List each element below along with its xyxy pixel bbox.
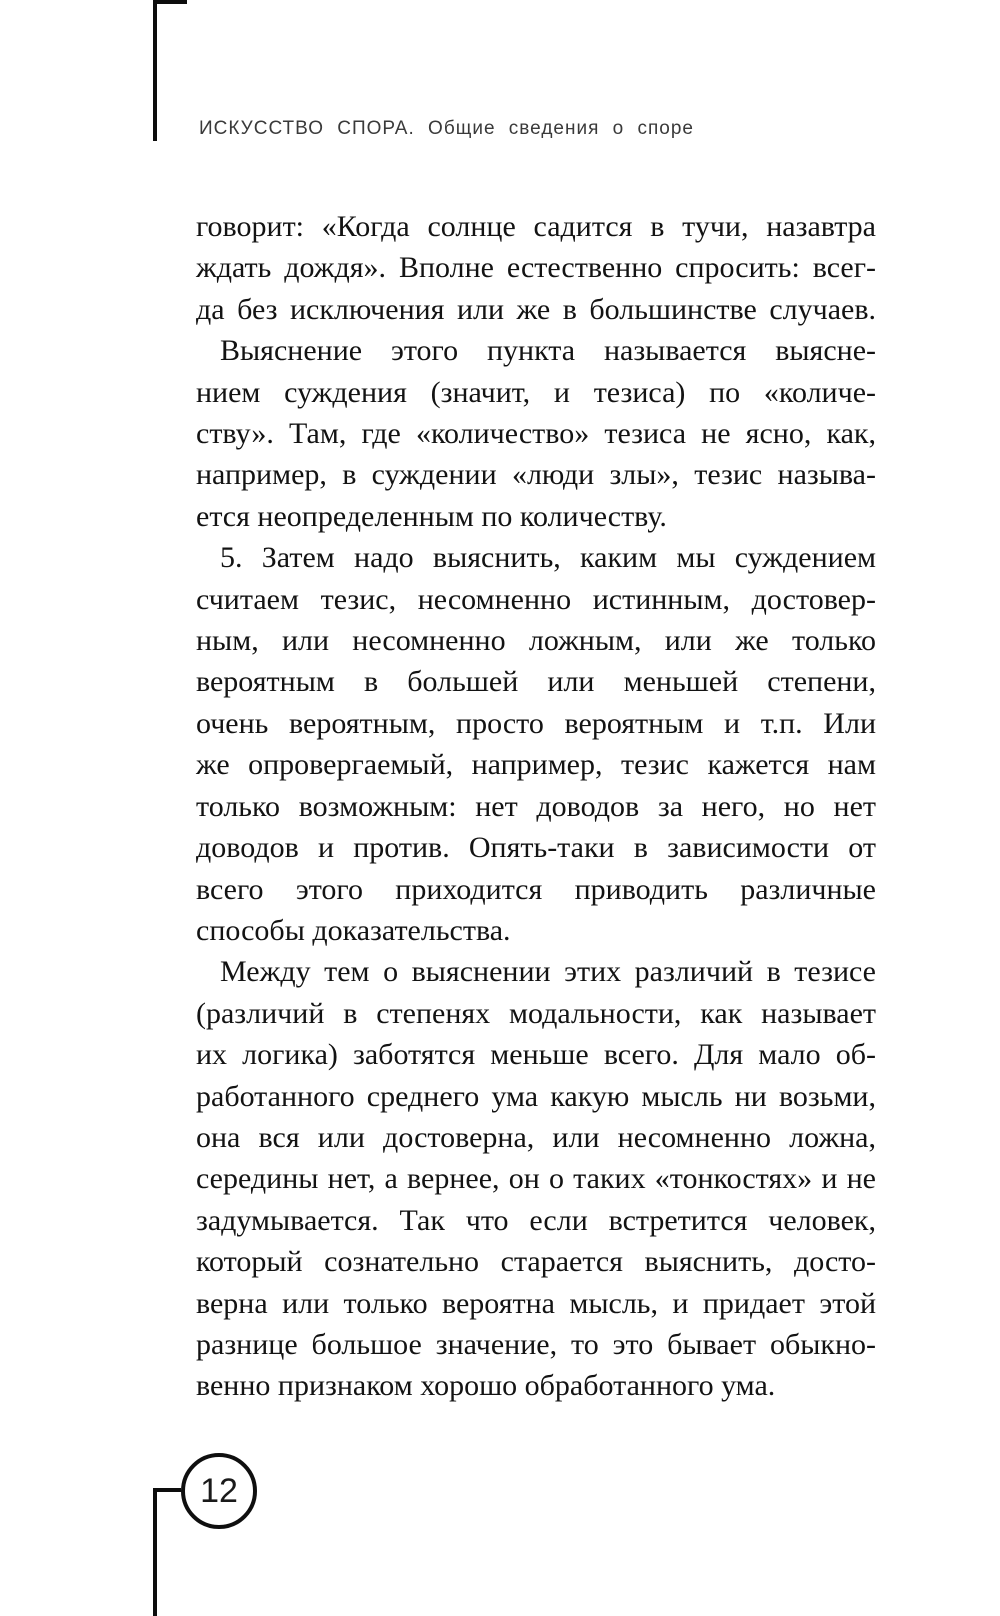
page-number: 12 <box>200 1471 238 1510</box>
text-line: она вся или достоверна, или несомненно ложна, <box>196 1120 876 1154</box>
text-line: середины нет, а вернее, он о таких «тонкостях» и не <box>196 1162 876 1196</box>
bottom-left-corner-mark-horizontal <box>153 1488 181 1492</box>
text-line: способы доказательства. <box>196 913 511 947</box>
text-line: например, в суждении «люди злы», тезис называ- <box>196 458 876 492</box>
bottom-left-corner-mark-vertical <box>153 1488 157 1616</box>
page-number-badge <box>181 1453 257 1529</box>
text-line: верна или только вероятна мысль, и придает этой <box>196 1286 876 1320</box>
text-line: работанного среднего ума какую мысль ни возьми, <box>196 1079 876 1113</box>
text-line: очень вероятным, просто вероятным и т.п. Или <box>196 706 876 740</box>
chapter-title: Общие сведения о споре <box>428 118 694 139</box>
text-line: считаем тезис, несомненно истинным, достовер- <box>196 582 876 616</box>
text-line: только возможным: нет доводов за него, но нет <box>196 789 876 823</box>
text-line: нием суждения (значит, и тезиса) по «количе- <box>196 375 876 409</box>
text-line: Между тем о выяснении этих различий в тезисе <box>220 955 876 989</box>
text-line: венно признаком хорошо обработанного ума. <box>196 1369 776 1403</box>
text-line: 5. Затем надо выяснить, каким мы суждением <box>220 541 876 575</box>
body-text <box>196 206 876 1407</box>
top-left-corner-mark-vertical <box>153 0 157 141</box>
text-line: (различий в степенях модальности, как называет <box>196 996 876 1030</box>
text-line: да без исключения или же в большинстве случаев. <box>196 292 876 326</box>
text-line: вероятным в большей или меньшей степени, <box>196 665 876 699</box>
text-line: говорит: «Когда солнце садится в тучи, назавтра <box>196 210 876 243</box>
text-line: разнице большое значение, то это бывает обыкно- <box>196 1327 876 1361</box>
text-line: Выяснение этого пункта называется выясне- <box>220 334 876 368</box>
text-line: доводов и против. Опять-таки в зависимости от <box>196 831 876 865</box>
text-line: всего этого приходится приводить различные <box>196 872 876 906</box>
running-header <box>199 116 694 142</box>
text-line: ным, или несомненно ложным, или же только <box>196 624 876 658</box>
top-left-corner-mark-horizontal <box>153 0 187 4</box>
text-line: же опровергаемый, например, тезис кажется нам <box>196 748 876 782</box>
text-line: задумывается. Так что если встретится человек, <box>196 1203 876 1237</box>
text-line: ству». Там, где «количество» тезиса не ясно, как, <box>196 417 876 451</box>
book-title: ИСКУССТВО СПОРА. <box>199 118 415 139</box>
text-line: их логика) заботятся меньше всего. Для мало об- <box>196 1038 876 1072</box>
text-line: ется неопределенным по количеству. <box>196 499 667 533</box>
text-line: который сознательно старается выяснить, досто- <box>196 1245 876 1279</box>
text-line: ждать дождя». Вполне естественно спросить: всег- <box>196 251 876 285</box>
